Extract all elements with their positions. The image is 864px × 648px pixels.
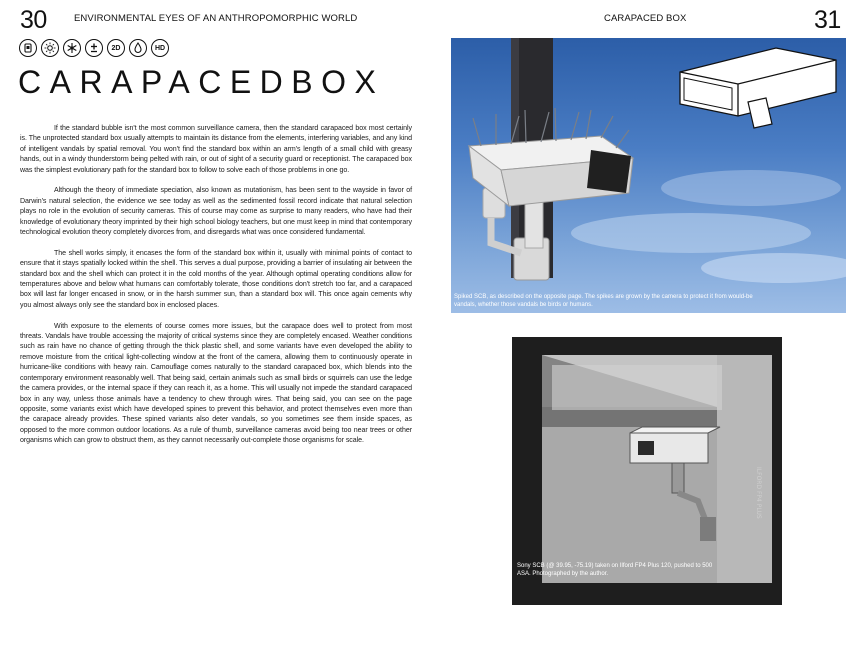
- body-paragraph-4: With exposure to the elements of course comes more issues, but the carapace does well to protect from most threats. Vandals have trouble accessing the majority of critical systems since they are completely encased. Weather conditions such as rain have no chance of getting through the thick plastic shell, and some variants have even developed the ability to remove moisture from the critical light-collecting window at the front of the camera, allowing them to continuously operate in hurricane-like conditions with heavy rain. Camouflage comes naturally to the standard carapaced box, which blends into the contemporary environment reasonably well. That being said, certain animals such as small birds or squirrels can use the ledge the camera provides, or the internal space if they can reach it, as a home. This will usually not impede the standard carapaced box in any way, unless those animals have a tendency to chew through wires. That being said, you can see on the page opposite, some variants exist which have developed spines to prevent this behavior, and protect themselves even more than the carapace already provides. These spined variants also deter vandals, so you sometimes see them inside spaces, as opposed to the more common outdoor locations. As a rule of thumb, surveillance cameras avoid being too near trees or other organisms which can grow to obstruct them, as they cannot necessarily out-complete those organisms for scale.: [20, 322, 412, 445]
- film-edge-text: ILFORD FP4 PLUS: [755, 467, 762, 519]
- water-drop-icon: [129, 39, 147, 57]
- plus-minus-icon: [85, 39, 103, 57]
- carapaced-box-outline-drawing: [676, 40, 841, 130]
- 2d-icon: 2D: [107, 39, 125, 57]
- page-number-right: 31: [814, 6, 841, 34]
- hd-icon: HD: [151, 39, 169, 57]
- feature-icon-row: [19, 39, 169, 57]
- running-head-left: ENVIRONMENTAL EYES OF AN ANTHROPOMORPHIC WORLD: [74, 13, 358, 24]
- article-body: [20, 124, 412, 457]
- camera-housing-icon: [19, 39, 37, 57]
- top-photo-caption: Spiked SCB, as described on the opposite page. The spikes are grown by the camera to protect it from would-be vandals, whether those vandals be birds or humans.: [454, 294, 753, 308]
- body-paragraph-3: The shell works simply, it encases the form of the standard box within it, usually with minimal points of contact to ensure that it stays spatially locked within the shell. This serves a dual purpose, providing a barrier of insulating air between the standard box and the shell which can protect it in the cold months of the year. Although optimal operating conditions allow for temperatures above and below what humans can comfortably tolerate, those conditions don't stretch too far, and a carapaced box will last far longer encased in snow, or in the harsh summer sun, than a standard box will. This once again cements why you almost always only see the standard box in enclosed places.: [20, 249, 412, 309]
- article-title: CARAPACEDBOX: [18, 64, 385, 100]
- sun-icon: [41, 39, 59, 57]
- snowflake-icon: [63, 39, 81, 57]
- body-paragraph-1: If the standard bubble isn't the most common surveillance camera, then the standard carapaced box most certainly is. The unprotected standard box usually attempts to maintain its distance from the elements, interfering variables, and any kind of intelligent vandals by spatial removal. You won't find the standard box within an arm's length of a small child with greasy hands, out in a windy thunderstorm being pelted with rain, or out of sight of a security guard or receptionist. The carapaced box was the simplest evolutionary path for the standard box to follow to solve each of those problems in one go.: [20, 125, 412, 174]
- bottom-photo-caption: Sony SCB (@ 39.95, -75.19) taken on Ilford FP4 Plus 120, pushed to 500 ASA. Photographed by the author.: [517, 563, 713, 577]
- running-head-right: CARAPACED BOX: [604, 13, 687, 24]
- page-number-left: 30: [20, 6, 47, 34]
- body-paragraph-2: Although the theory of immediate speciation, also known as mutationism, has been sent to the wayside in favor of Darwin's natural selection, the evidence we see today as well as the sedimented fossil record indicate that natural selection plays no role in the evolution of security cameras. This of course may come as surprise to many readers, who have had their knowledge of evolutionary theory imprinted by their high school biology teachers, but one must keep in mind that contemporary technological evolution theory completely divorces from, and disregards what was once considered fundamental.: [20, 187, 412, 237]
- film-camera-photo: [512, 337, 782, 605]
